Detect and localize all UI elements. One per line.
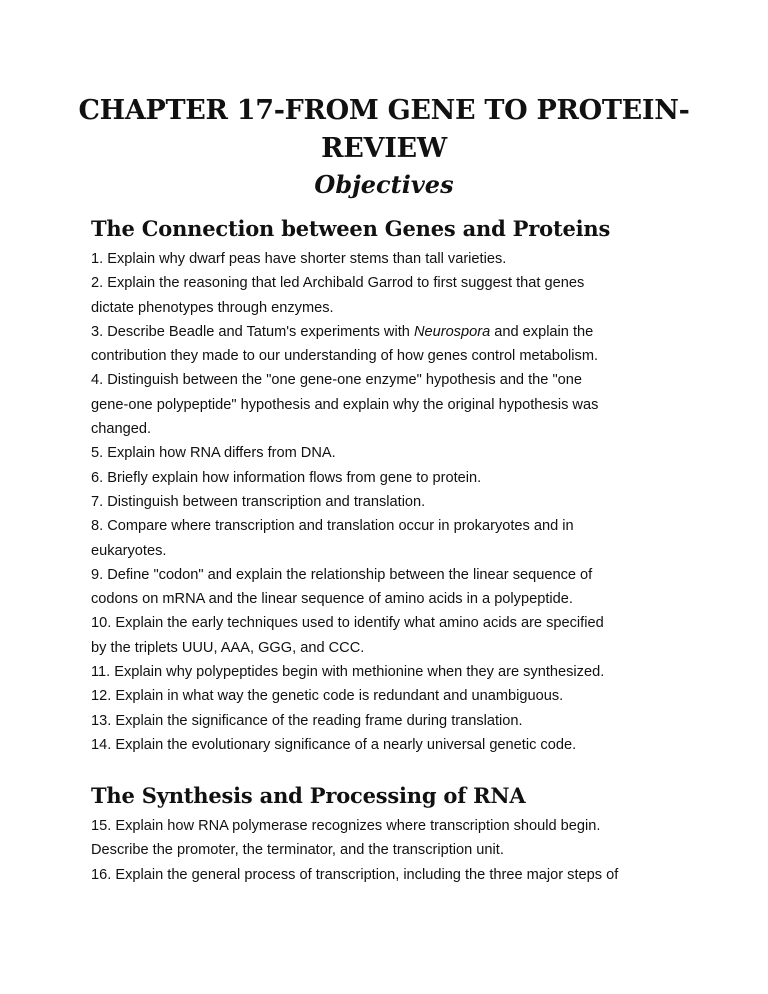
objective-line: 14. Explain the evolutionary significance of a nearly universal genetic code. [91, 736, 577, 753]
chapter-title-line-1: CHAPTER 17-FROM GENE TO PROTEIN- [78, 95, 690, 126]
objective-line: 12. Explain in what way the genetic code is redundant and unambiguous. [91, 688, 564, 705]
objective-line: 2. Explain the reasoning that led Archibald Garrod to first suggest that genes [91, 275, 585, 292]
objective-line: 1. Explain why dwarf peas have shorter stems than tall varieties. [91, 251, 507, 267]
objective-line: changed. [91, 421, 152, 438]
objective-line: 10. Explain the early techniques used to identify what amino acids are specified [91, 615, 604, 632]
section-heading: The Synthesis and Processing of RNA [91, 783, 526, 808]
objective-line: 16. Explain the general process of transcription, including the three major steps of [91, 866, 619, 883]
italic-term: Neurospora [413, 323, 491, 340]
objective-line: 6. Briefly explain how information flows from gene to protein. [91, 469, 482, 486]
objective-line: gene-one polypeptide" hypothesis and explain why the original hypothesis was [91, 396, 599, 413]
objective-line: 5. Explain how RNA differs from DNA. [91, 445, 336, 462]
objective-line: 13. Explain the significance of the reading frame during translation. [91, 712, 523, 729]
objective-text: and explain the [490, 323, 594, 340]
objective-line: by the triplets UUU, AAA, GGG, and CCC. [91, 639, 365, 656]
chapter-title [60, 92, 708, 168]
objective-line: 9. Define "codon" and explain the relationship between the linear sequence of [91, 566, 593, 583]
objective-line: eukaryotes. [91, 542, 167, 559]
objective-line: 8. Compare where transcription and translation occur in prokaryotes and in [91, 518, 574, 535]
chapter-title-line-2: REVIEW [321, 133, 447, 164]
objective-line: 7. Distinguish between transcription and translation. [91, 493, 426, 510]
objective-line: 15. Explain how RNA polymerase recognizes where transcription should begin. [91, 818, 601, 834]
objective-line: Describe the promoter, the terminator, and the transcription unit. [91, 842, 504, 859]
objective-line: contribution they made to our understanding of how genes control metabolism. [91, 348, 599, 365]
section-heading: The Connection between Genes and Proteins [91, 216, 611, 241]
objective-line: dictate phenotypes through enzymes. [91, 299, 334, 316]
section-genes-proteins [91, 214, 711, 757]
objective-line: 11. Explain why polypeptides begin with methionine when they are synthesized. [91, 664, 605, 681]
objective-line: codons on mRNA and the linear sequence of amino acids in a polypeptide. [91, 591, 573, 608]
objective-line [91, 320, 711, 344]
objective-text: 3. Describe Beadle and Tatum's experiments with [91, 323, 414, 340]
section-rna-synthesis [91, 781, 711, 887]
objectives-subtitle: Objectives [314, 170, 454, 199]
objective-line: 4. Distinguish between the "one gene-one enzyme" hypothesis and the "one [91, 372, 582, 389]
